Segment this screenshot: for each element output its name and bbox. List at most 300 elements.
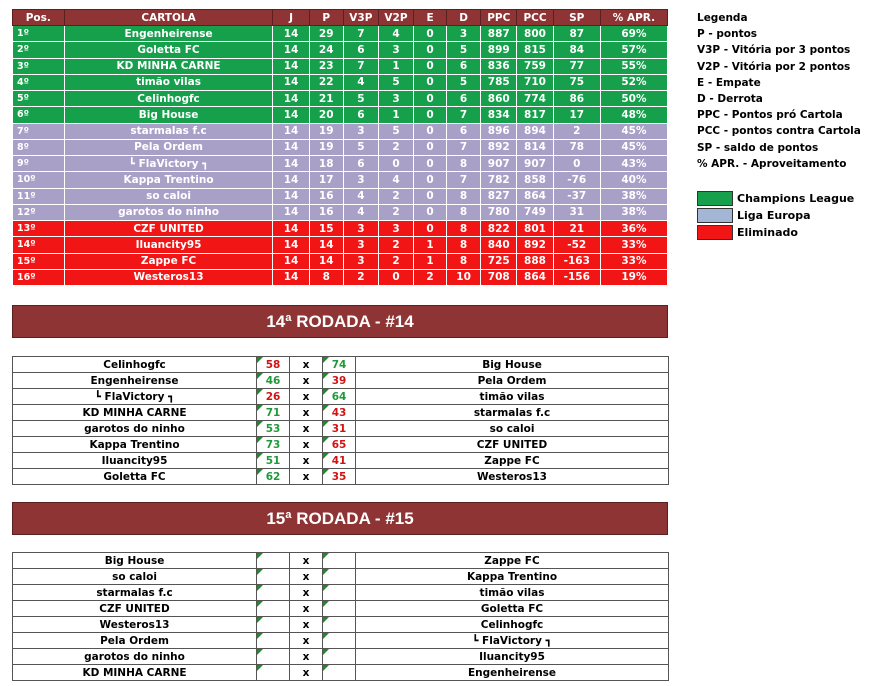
cell-sp: -37 (553, 188, 600, 204)
cell-pcc: 892 (517, 237, 553, 253)
standings-row (13, 26, 668, 42)
away-score (323, 617, 356, 633)
cell-ppc: 899 (481, 42, 517, 58)
cell-pcc: 864 (517, 188, 553, 204)
cell-pos: 14º (13, 237, 65, 253)
away-score (323, 649, 356, 665)
round-14-banner: 14ª RODADA - #14 (12, 305, 668, 338)
cell-j: 14 (273, 156, 309, 172)
cell-apr: 50% (600, 91, 667, 107)
cell-p: 21 (309, 91, 343, 107)
cell-p: 16 (309, 204, 343, 220)
cell-cartola: Pela Ordem (64, 139, 273, 155)
cell-sp: 0 (553, 156, 600, 172)
cell-v2p: 2 (378, 188, 413, 204)
cell-p: 8 (309, 269, 343, 285)
home-score (257, 617, 290, 633)
cell-v2p: 4 (378, 172, 413, 188)
cell-pcc: 801 (517, 221, 553, 237)
match-row (13, 633, 669, 649)
round-15-matches (12, 552, 669, 681)
cell-v3p: 5 (343, 139, 378, 155)
cell-ppc: 860 (481, 91, 517, 107)
cell-pos: 5º (13, 91, 65, 107)
cell-p: 20 (309, 107, 343, 123)
cell-v3p: 5 (343, 91, 378, 107)
match-row (13, 389, 669, 405)
away-team: ┗ FlaVictory ┓ (356, 633, 669, 649)
cell-v2p: 1 (378, 58, 413, 74)
cell-v3p: 3 (343, 123, 378, 139)
cell-e: 0 (414, 156, 447, 172)
col-apr: % APR. (600, 10, 667, 26)
versus: x (290, 553, 323, 569)
col-p: P (309, 10, 343, 26)
cell-p: 15 (309, 221, 343, 237)
home-score: 51 (257, 453, 290, 469)
cell-pcc: 814 (517, 139, 553, 155)
cell-v3p: 6 (343, 42, 378, 58)
cell-e: 0 (414, 26, 447, 42)
legend-item: SP - saldo de pontos (697, 141, 819, 154)
cell-ppc: 822 (481, 221, 517, 237)
cell-sp: 77 (553, 58, 600, 74)
home-team: starmalas f.c (13, 585, 257, 601)
cell-pcc: 815 (517, 42, 553, 58)
away-team: Zappe FC (356, 453, 669, 469)
cell-p: 14 (309, 253, 343, 269)
round-15-banner: 15ª RODADA - #15 (12, 502, 668, 535)
cell-p: 16 (309, 188, 343, 204)
cell-e: 0 (414, 123, 447, 139)
home-team: Big House (13, 553, 257, 569)
cell-j: 14 (273, 221, 309, 237)
cell-cartola: Iluancity95 (64, 237, 273, 253)
cell-v2p: 3 (378, 221, 413, 237)
cell-j: 14 (273, 42, 309, 58)
cell-d: 7 (447, 139, 481, 155)
cell-e: 0 (414, 91, 447, 107)
col-v2p: V2P (378, 10, 413, 26)
cell-e: 0 (414, 172, 447, 188)
cell-v2p: 4 (378, 26, 413, 42)
cell-pos: 16º (13, 269, 65, 285)
home-score: 46 (257, 373, 290, 389)
cell-cartola: Zappe FC (64, 253, 273, 269)
cell-e: 2 (414, 269, 447, 285)
home-team: CZF UNITED (13, 601, 257, 617)
cell-e: 0 (414, 221, 447, 237)
legend-item: D - Derrota (697, 92, 763, 105)
cell-j: 14 (273, 204, 309, 220)
cell-v2p: 2 (378, 237, 413, 253)
cell-ppc: 892 (481, 139, 517, 155)
cell-apr: 45% (600, 123, 667, 139)
cell-sp: -163 (553, 253, 600, 269)
away-score: 74 (323, 357, 356, 373)
match-row (13, 553, 669, 569)
match-row (13, 357, 669, 373)
zone-swatch (697, 225, 733, 240)
cell-cartola: Kappa Trentino (64, 172, 273, 188)
zone-swatch (697, 208, 733, 223)
cell-cartola: Engenheirense (64, 26, 273, 42)
round-14-matches (12, 356, 669, 485)
cell-d: 6 (447, 91, 481, 107)
cell-apr: 52% (600, 74, 667, 90)
cell-j: 14 (273, 188, 309, 204)
cell-e: 0 (414, 204, 447, 220)
cell-d: 8 (447, 253, 481, 269)
cell-j: 14 (273, 91, 309, 107)
match-row (13, 453, 669, 469)
cell-cartola: CZF UNITED (64, 221, 273, 237)
away-score: 65 (323, 437, 356, 453)
cell-pos: 6º (13, 107, 65, 123)
cell-ppc: 840 (481, 237, 517, 253)
cell-j: 14 (273, 237, 309, 253)
match-row (13, 569, 669, 585)
cell-p: 18 (309, 156, 343, 172)
home-score (257, 601, 290, 617)
legend-title: Legenda (697, 12, 748, 24)
cell-pcc: 710 (517, 74, 553, 90)
col-pcc: PCC (517, 10, 553, 26)
match-row (13, 601, 669, 617)
cell-v2p: 2 (378, 139, 413, 155)
cell-ppc: 827 (481, 188, 517, 204)
col-cartola: CARTOLA (64, 10, 273, 26)
cell-p: 22 (309, 74, 343, 90)
legend-item: V3P - Vitória por 3 pontos (697, 44, 851, 57)
away-team: Kappa Trentino (356, 569, 669, 585)
cell-sp: 21 (553, 221, 600, 237)
home-score: 26 (257, 389, 290, 405)
standings-row (13, 42, 668, 58)
cell-sp: 75 (553, 74, 600, 90)
away-score (323, 569, 356, 585)
cell-pcc: 864 (517, 269, 553, 285)
cell-ppc: 780 (481, 204, 517, 220)
home-team: Westeros13 (13, 617, 257, 633)
cell-d: 8 (447, 156, 481, 172)
home-team: Iluancity95 (13, 453, 257, 469)
standings-row (13, 172, 668, 188)
match-row (13, 469, 669, 485)
legend-item: PCC - pontos contra Cartola (697, 125, 861, 138)
away-team: so caloi (356, 421, 669, 437)
cell-v2p: 1 (378, 107, 413, 123)
cell-cartola: KD MINHA CARNE (64, 58, 273, 74)
cell-v2p: 3 (378, 91, 413, 107)
cell-v3p: 4 (343, 204, 378, 220)
match-row (13, 665, 669, 681)
standings-row (13, 156, 668, 172)
cell-cartola: so caloi (64, 188, 273, 204)
cell-apr: 55% (600, 58, 667, 74)
legend-zone (697, 207, 861, 224)
cell-v3p: 7 (343, 58, 378, 74)
cell-ppc: 782 (481, 172, 517, 188)
cell-pcc: 907 (517, 156, 553, 172)
away-score (323, 585, 356, 601)
legend (697, 10, 861, 241)
away-score: 39 (323, 373, 356, 389)
cell-e: 0 (414, 58, 447, 74)
cell-cartola: Big House (64, 107, 273, 123)
match-row (13, 585, 669, 601)
zone-swatch (697, 191, 733, 206)
cell-apr: 69% (600, 26, 667, 42)
legend-zone (697, 224, 861, 241)
col-sp: SP (553, 10, 600, 26)
away-team: Goletta FC (356, 601, 669, 617)
away-team: timão vilas (356, 389, 669, 405)
cell-pos: 4º (13, 74, 65, 90)
standings-row (13, 58, 668, 74)
away-score (323, 601, 356, 617)
cell-j: 14 (273, 172, 309, 188)
cell-pcc: 749 (517, 204, 553, 220)
cell-ppc: 907 (481, 156, 517, 172)
cell-j: 14 (273, 74, 309, 90)
versus: x (290, 373, 323, 389)
standings-row (13, 107, 668, 123)
cell-cartola: Celinhogfc (64, 91, 273, 107)
cell-p: 23 (309, 58, 343, 74)
home-team: garotos do ninho (13, 649, 257, 665)
cell-ppc: 896 (481, 123, 517, 139)
cell-pos: 12º (13, 204, 65, 220)
versus: x (290, 585, 323, 601)
cell-pos: 9º (13, 156, 65, 172)
cell-p: 17 (309, 172, 343, 188)
cell-ppc: 708 (481, 269, 517, 285)
cell-apr: 57% (600, 42, 667, 58)
cell-apr: 48% (600, 107, 667, 123)
cell-e: 0 (414, 188, 447, 204)
zone-label: Eliminado (737, 225, 798, 239)
cell-p: 24 (309, 42, 343, 58)
cell-v2p: 5 (378, 123, 413, 139)
cell-sp: 2 (553, 123, 600, 139)
cell-d: 8 (447, 188, 481, 204)
match-row (13, 437, 669, 453)
match-row (13, 405, 669, 421)
legend-item: PPC - Pontos pró Cartola (697, 109, 843, 122)
cell-d: 3 (447, 26, 481, 42)
away-team: Zappe FC (356, 553, 669, 569)
home-team: Kappa Trentino (13, 437, 257, 453)
away-score: 31 (323, 421, 356, 437)
standings-row (13, 221, 668, 237)
cell-cartola: Westeros13 (64, 269, 273, 285)
away-score (323, 633, 356, 649)
cell-v3p: 3 (343, 172, 378, 188)
cell-sp: 87 (553, 26, 600, 42)
cell-p: 19 (309, 139, 343, 155)
cell-j: 14 (273, 253, 309, 269)
cell-apr: 36% (600, 221, 667, 237)
col-pos: Pos. (13, 10, 65, 26)
home-score (257, 649, 290, 665)
cell-v2p: 5 (378, 74, 413, 90)
versus: x (290, 453, 323, 469)
home-score: 58 (257, 357, 290, 373)
cell-d: 5 (447, 74, 481, 90)
standings-row (13, 74, 668, 90)
cell-d: 7 (447, 107, 481, 123)
cell-pcc: 858 (517, 172, 553, 188)
cell-apr: 33% (600, 237, 667, 253)
cell-sp: 86 (553, 91, 600, 107)
cell-j: 14 (273, 58, 309, 74)
cell-ppc: 725 (481, 253, 517, 269)
cell-sp: -156 (553, 269, 600, 285)
cell-d: 8 (447, 237, 481, 253)
cell-e: 0 (414, 139, 447, 155)
home-score (257, 665, 290, 681)
standings-table (12, 9, 668, 286)
cell-v3p: 3 (343, 253, 378, 269)
legend-item: E - Empate (697, 76, 761, 89)
away-score: 35 (323, 469, 356, 485)
legend-zone (697, 190, 861, 207)
home-team: garotos do ninho (13, 421, 257, 437)
standings-row (13, 139, 668, 155)
cell-apr: 38% (600, 188, 667, 204)
col-ppc: PPC (481, 10, 517, 26)
cell-sp: -52 (553, 237, 600, 253)
standings-row (13, 204, 668, 220)
cell-d: 5 (447, 42, 481, 58)
cell-pcc: 894 (517, 123, 553, 139)
cell-apr: 45% (600, 139, 667, 155)
home-team: Pela Ordem (13, 633, 257, 649)
col-e: E (414, 10, 447, 26)
col-v3p: V3P (343, 10, 378, 26)
cell-cartola: garotos do ninho (64, 204, 273, 220)
cell-apr: 38% (600, 204, 667, 220)
home-team: Engenheirense (13, 373, 257, 389)
cell-ppc: 887 (481, 26, 517, 42)
home-team: so caloi (13, 569, 257, 585)
cell-pcc: 817 (517, 107, 553, 123)
cell-v2p: 2 (378, 204, 413, 220)
versus: x (290, 357, 323, 373)
cell-pos: 2º (13, 42, 65, 58)
home-score: 71 (257, 405, 290, 421)
away-team: Big House (356, 357, 669, 373)
cell-v3p: 4 (343, 74, 378, 90)
cell-v3p: 3 (343, 221, 378, 237)
away-team: Westeros13 (356, 469, 669, 485)
standings-row (13, 188, 668, 204)
cell-j: 14 (273, 107, 309, 123)
cell-j: 14 (273, 269, 309, 285)
standings-row (13, 269, 668, 285)
cell-pos: 1º (13, 26, 65, 42)
away-team: CZF UNITED (356, 437, 669, 453)
match-row (13, 373, 669, 389)
cell-pos: 13º (13, 221, 65, 237)
versus: x (290, 649, 323, 665)
home-score (257, 633, 290, 649)
cell-e: 0 (414, 74, 447, 90)
home-score (257, 585, 290, 601)
cell-pcc: 800 (517, 26, 553, 42)
versus: x (290, 665, 323, 681)
col-d: D (447, 10, 481, 26)
cell-d: 8 (447, 221, 481, 237)
cell-pos: 10º (13, 172, 65, 188)
cell-pos: 7º (13, 123, 65, 139)
cell-apr: 19% (600, 269, 667, 285)
cell-j: 14 (273, 26, 309, 42)
home-score (257, 569, 290, 585)
cell-d: 8 (447, 204, 481, 220)
home-score (257, 553, 290, 569)
cell-e: 0 (414, 107, 447, 123)
away-score (323, 553, 356, 569)
home-team: ┗ FlaVictory ┓ (13, 389, 257, 405)
cell-v3p: 3 (343, 237, 378, 253)
legend-item: P - pontos (697, 28, 758, 41)
away-score: 64 (323, 389, 356, 405)
cell-v3p: 4 (343, 188, 378, 204)
cell-pcc: 888 (517, 253, 553, 269)
legend-item: % APR. - Aproveitamento (697, 157, 847, 170)
cell-d: 6 (447, 58, 481, 74)
cell-v2p: 0 (378, 156, 413, 172)
away-score (323, 665, 356, 681)
cell-e: 1 (414, 253, 447, 269)
cell-pos: 8º (13, 139, 65, 155)
cell-v3p: 2 (343, 269, 378, 285)
versus: x (290, 601, 323, 617)
home-score: 73 (257, 437, 290, 453)
cell-v2p: 2 (378, 253, 413, 269)
versus: x (290, 421, 323, 437)
cell-sp: -76 (553, 172, 600, 188)
cell-sp: 78 (553, 139, 600, 155)
versus: x (290, 469, 323, 485)
cell-e: 1 (414, 237, 447, 253)
cell-j: 14 (273, 123, 309, 139)
home-team: Goletta FC (13, 469, 257, 485)
versus: x (290, 569, 323, 585)
cell-d: 10 (447, 269, 481, 285)
cell-v3p: 6 (343, 156, 378, 172)
versus: x (290, 405, 323, 421)
cell-p: 19 (309, 123, 343, 139)
cell-v3p: 7 (343, 26, 378, 42)
standings-header (13, 10, 668, 26)
versus: x (290, 633, 323, 649)
away-team: timão vilas (356, 585, 669, 601)
cell-ppc: 836 (481, 58, 517, 74)
match-row (13, 617, 669, 633)
cell-p: 14 (309, 237, 343, 253)
versus: x (290, 389, 323, 405)
cell-p: 29 (309, 26, 343, 42)
home-team: Celinhogfc (13, 357, 257, 373)
legend-item: V2P - Vitória por 2 pontos (697, 60, 851, 73)
zone-label: Liga Europa (737, 208, 811, 222)
cell-pos: 11º (13, 188, 65, 204)
cell-apr: 43% (600, 156, 667, 172)
away-team: Pela Ordem (356, 373, 669, 389)
